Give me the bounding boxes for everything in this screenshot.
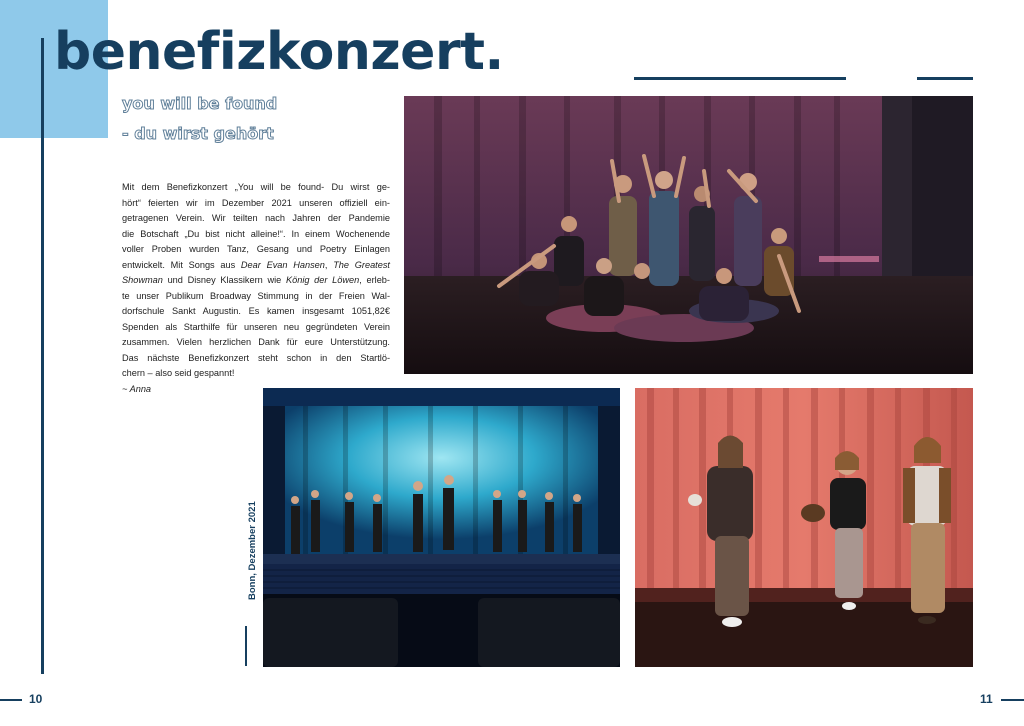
- text-run: und Disney Klassikern wie: [162, 275, 286, 285]
- subtitle-line-1: you will be found: [122, 94, 278, 113]
- photo-stage-blue: [263, 388, 620, 667]
- text-run: The Greatest: [333, 259, 390, 270]
- text-run: , erleb-: [359, 275, 390, 285]
- article-author: ~ Anna: [122, 383, 152, 394]
- article-line: zusammen. Vielen herzlichen Dank für eure Unterstützung.: [122, 337, 390, 347]
- article-line: dorfschule Sankt Augustin. Es kamen insgesamt 1051,82€: [122, 306, 390, 316]
- text-run: König der Löwen: [285, 275, 360, 285]
- article-line: Das nächste Benefizkonzert steht schon in den Startlö-: [122, 352, 390, 363]
- photo-dancers-red: [635, 388, 973, 667]
- article-line: [122, 273, 390, 289]
- text-run: Dear Evan Hansen: [240, 259, 325, 270]
- photo-group-stage: [404, 96, 973, 374]
- article-line: Spenden als Starthilfe für unseren neu gegründeten Verein: [122, 321, 390, 332]
- article-line: [122, 258, 390, 274]
- page-number-right: 11: [980, 692, 993, 706]
- text-run: Showman: [122, 275, 163, 285]
- text-run: ,: [324, 259, 334, 270]
- photo-caption: Bonn, Dezember 2021: [247, 501, 258, 600]
- text-run: entwickelt. Mit Songs aus: [122, 259, 241, 270]
- article-line: voller Proben wurden Tanz, Gesang und Poetry Einlagen: [122, 244, 390, 254]
- page-title: benefizkonzert.: [54, 22, 504, 82]
- decorative-line: [917, 77, 973, 80]
- caption-rule: [245, 626, 247, 666]
- footer-line-left: [0, 699, 22, 701]
- article-line: te unser Publikum Broadway Stimmung in der Freien Wal-: [122, 290, 390, 301]
- article-body: [122, 180, 390, 397]
- subtitle-line-2: - du wirst gehört: [122, 124, 274, 143]
- article-line: die Botschaft „Du bist nicht alleine!“. In einem Wochenende: [122, 228, 390, 239]
- article-line: Mit dem Benefizkonzert „You will be found- Du wirst ge-: [122, 182, 390, 192]
- article-line: getragenen Verein. Wir teilten nach Jahren der Pandemie: [122, 213, 390, 223]
- footer-line-right: [1001, 699, 1024, 701]
- decorative-line: [634, 77, 846, 80]
- article-line: hört“ feierten wir im Dezember 2021 unseren offiziell ein-: [122, 197, 390, 208]
- vertical-rule: [41, 38, 44, 674]
- article-line: chern – also seid gespannt!: [122, 368, 235, 378]
- page-number-left: 10: [29, 692, 43, 706]
